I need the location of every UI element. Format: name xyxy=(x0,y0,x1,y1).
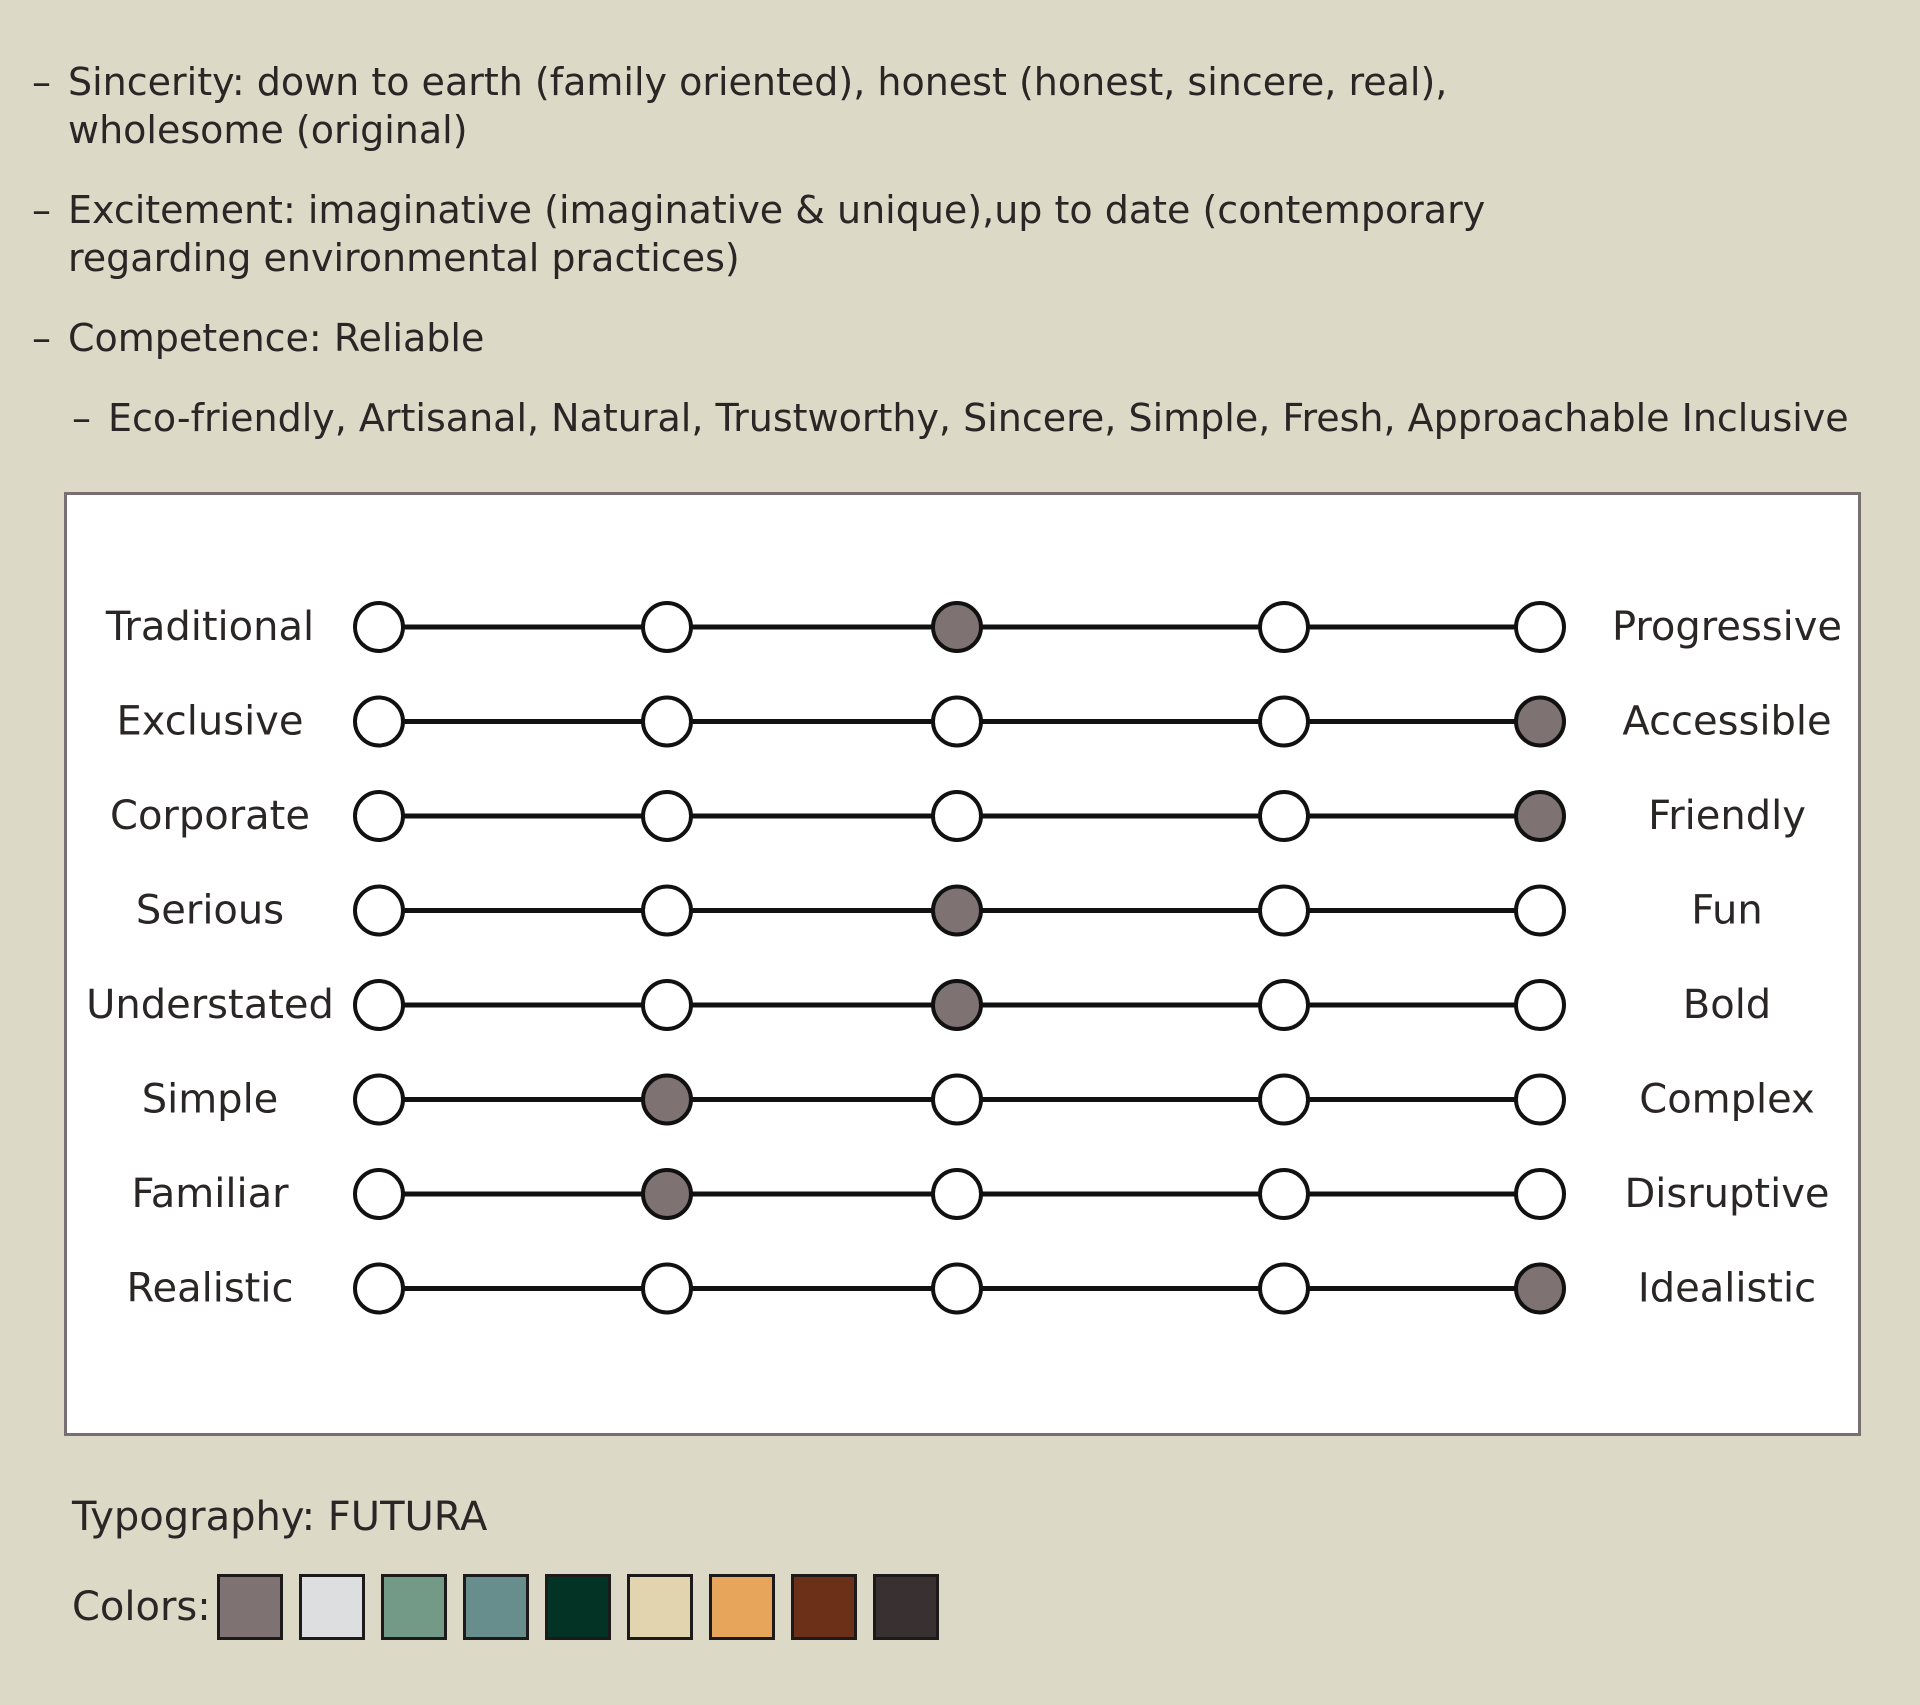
scale-right-label: Progressive xyxy=(1611,604,1843,650)
colors-label: Colors: xyxy=(72,1584,211,1630)
scale-point-selected xyxy=(1516,792,1564,840)
scale-left-label: Traditional xyxy=(105,604,315,650)
scale-point-selected xyxy=(1516,698,1564,746)
scale-point-selected xyxy=(643,1076,691,1124)
scale-point xyxy=(1516,603,1564,651)
scale-point-selected xyxy=(643,1170,691,1218)
scale-point xyxy=(1516,981,1564,1029)
bullet-dash: – xyxy=(32,60,51,104)
scale-row xyxy=(105,603,1842,651)
scale-left-label: Serious xyxy=(135,887,285,934)
color-swatch xyxy=(873,1574,939,1640)
typography-label: Typography: FUTURA xyxy=(72,1494,488,1540)
scale-right-label: Disruptive xyxy=(1624,1171,1830,1217)
scale-point-selected xyxy=(933,887,981,935)
scale-point xyxy=(643,603,691,651)
scale-point xyxy=(643,792,691,840)
scale-left-label: Familiar xyxy=(131,1171,289,1217)
bullet-item xyxy=(72,394,1892,442)
bullet-dash: – xyxy=(32,188,51,232)
scale-point xyxy=(1260,981,1308,1029)
color-palette xyxy=(72,1572,955,1642)
scale-point xyxy=(933,1170,981,1218)
color-swatch xyxy=(627,1574,693,1640)
semantic-differential-scale xyxy=(67,495,1858,1433)
scale-point xyxy=(643,887,691,935)
scale-point xyxy=(643,1265,691,1313)
scale-right-label: Friendly xyxy=(1648,793,1806,839)
scale-point xyxy=(1260,603,1308,651)
scale-left-label: Realistic xyxy=(126,1265,294,1312)
bullet-text: Eco-friendly, Artisanal, Natural, Trustworthy, Sincere, Simple, Fresh, Approachable Inclusive xyxy=(108,396,1849,440)
scale-point xyxy=(933,792,981,840)
color-swatch xyxy=(463,1574,529,1640)
scale-row xyxy=(136,887,1763,935)
scale-point xyxy=(355,981,403,1029)
scale-row xyxy=(110,792,1806,840)
scale-point xyxy=(355,1265,403,1313)
scale-right-label: Idealistic xyxy=(1637,1265,1817,1312)
scale-point xyxy=(1260,1265,1308,1313)
scale-point-selected xyxy=(933,603,981,651)
scale-right-label: Fun xyxy=(1691,887,1763,934)
scale-point xyxy=(1260,792,1308,840)
bullet-text: Excitement: imaginative (imaginative & unique),up to date (contemporary regarding environmental practices) xyxy=(68,188,1486,280)
bullet-item xyxy=(32,186,1892,282)
color-swatch xyxy=(791,1574,857,1640)
scale-point xyxy=(1260,1076,1308,1124)
scale-row xyxy=(131,1170,1829,1218)
scale-point xyxy=(355,887,403,935)
scale-row xyxy=(127,1265,1817,1313)
scale-point xyxy=(1516,887,1564,935)
scale-left-label: Exclusive xyxy=(116,698,304,745)
scale-point xyxy=(355,603,403,651)
brand-attributes-panel xyxy=(64,492,1861,1436)
scale-point xyxy=(643,698,691,746)
bullet-dash: – xyxy=(72,396,91,440)
color-swatch xyxy=(545,1574,611,1640)
scale-point xyxy=(355,1170,403,1218)
color-swatch xyxy=(299,1574,365,1640)
color-swatch xyxy=(217,1574,283,1640)
scale-point xyxy=(933,1076,981,1124)
scale-point xyxy=(1516,1170,1564,1218)
scale-point xyxy=(643,981,691,1029)
scale-point xyxy=(933,1265,981,1313)
scale-point xyxy=(355,792,403,840)
scale-point xyxy=(355,698,403,746)
scale-point xyxy=(1516,1076,1564,1124)
bullet-dash: – xyxy=(32,316,51,360)
scale-left-label: Simple xyxy=(141,1076,279,1123)
scale-point-selected xyxy=(933,981,981,1029)
bullet-item xyxy=(32,314,1892,362)
scale-point xyxy=(1260,1170,1308,1218)
scale-row xyxy=(142,1076,1815,1124)
scale-point xyxy=(355,1076,403,1124)
scale-point-selected xyxy=(1516,1265,1564,1313)
scale-left-label: Corporate xyxy=(110,793,310,839)
scale-right-label: Bold xyxy=(1682,982,1772,1028)
scale-point xyxy=(1260,698,1308,746)
color-swatch xyxy=(709,1574,775,1640)
bullet-item xyxy=(32,58,1892,154)
scale-row xyxy=(86,981,1771,1029)
scale-row xyxy=(117,698,1832,746)
bullet-text: Competence: Reliable xyxy=(68,316,485,360)
scale-left-label: Understated xyxy=(86,982,334,1028)
bullet-list xyxy=(32,58,1892,474)
color-swatch xyxy=(381,1574,447,1640)
scale-right-label: Accessible xyxy=(1622,698,1832,745)
scale-point xyxy=(933,698,981,746)
scale-right-label: Complex xyxy=(1639,1076,1815,1123)
scale-point xyxy=(1260,887,1308,935)
bullet-text: Sincerity: down to earth (family oriented), honest (honest, sincere, real), wholesome (original) xyxy=(68,60,1448,152)
